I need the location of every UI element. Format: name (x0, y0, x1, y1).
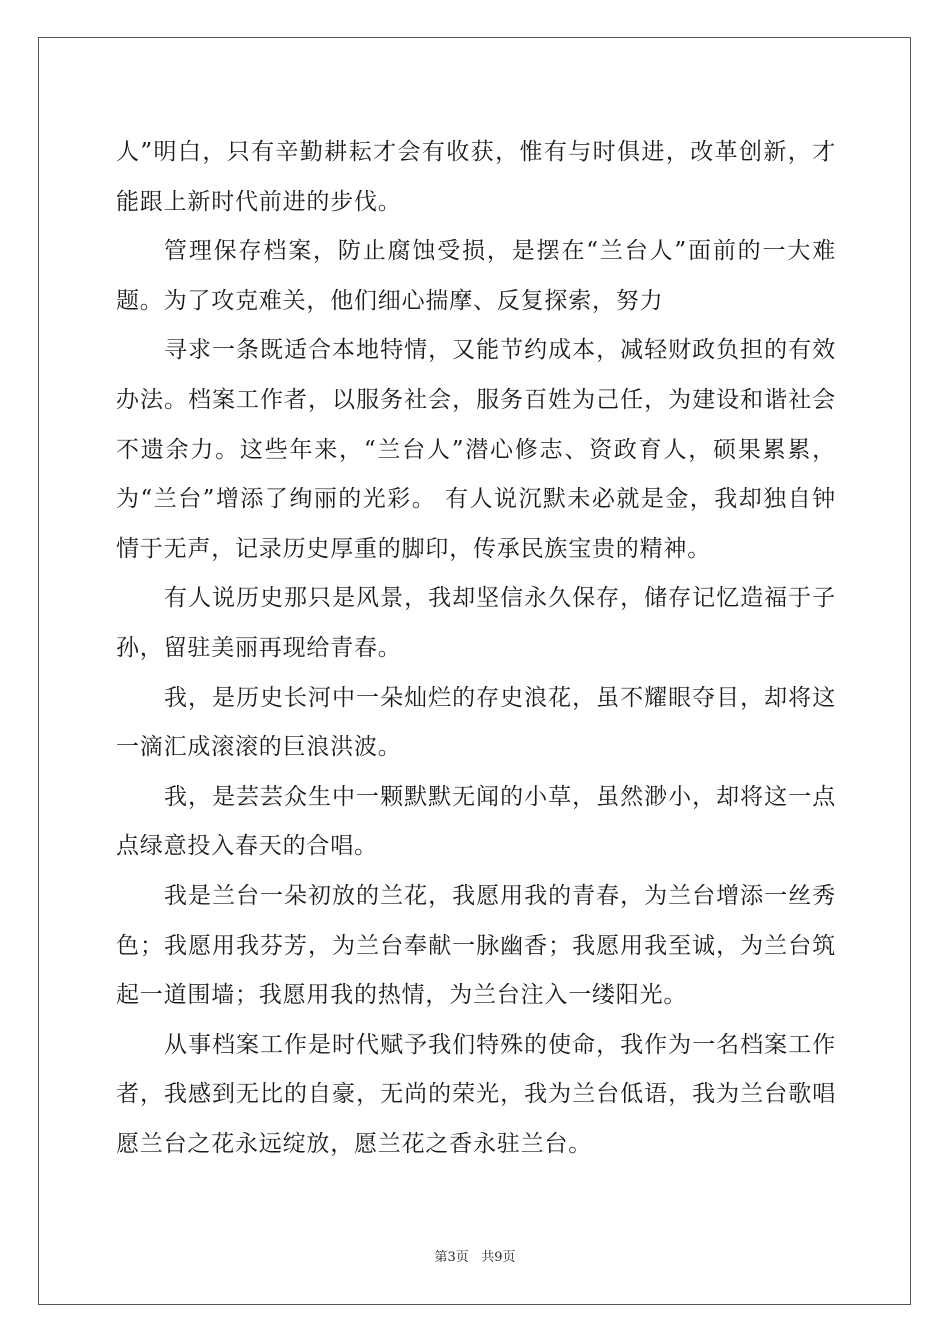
page-number: 第3页 (434, 1250, 469, 1265)
paragraph: 我，是芸芸众生中一颗默默无闻的小草，虽然渺小，却将这一点点绿意投入春天的合唱。 (116, 783, 836, 860)
paragraph: 人”明白，只有辛勤耕耘才会有收获，惟有与时俱进，改革创新，才能跟上新时代前进的步伐。 (116, 139, 836, 215)
paragraph: 有人说历史那只是风景，我却坚信永久保存，储存记忆造福于子孙，留驻美丽再现给青春。 (116, 585, 836, 661)
paragraph: 我是兰台一朵初放的兰花，我愿用我的青春，为兰台增添一丝秀色；我愿用我芬芳，为兰台奉献一脉幽香；我愿用我至诚，为兰台筑起一道围墙；我愿用我的热情，为兰台注入一缕阳光。 (116, 882, 836, 1009)
paragraph: 我，是历史长河中一朵灿烂的存史浪花，虽不耀眼夺目，却将这一滴汇成滚滚的巨浪洪波。 (116, 684, 836, 761)
page-footer (0, 1246, 950, 1265)
paragraph: 寻求一条既适合本地特情，又能节约成本，减轻财政负担的有效办法。档案工作者，以服务社会，服务百姓为己任，为建设和谐社会不遗余力。这些年来，“兰台人”潜心修志、资政育人，硕果累累，为“兰台”增添了绚丽的光彩。 有人说沉默未必就是金，我却独自钟情于无声，记录历史厚重的脚印，传承民族宝贵的精神。 (116, 337, 836, 562)
footer-spacer (469, 1250, 481, 1265)
paragraph: 从事档案工作是时代赋予我们特殊的使命，我作为一名档案工作者，我感到无比的自豪，无尚的荣光，我为兰台低语，我为兰台歌唱愿兰台之花永远绽放，愿兰花之香永驻兰台。 (116, 1031, 836, 1157)
document-body (116, 128, 836, 1169)
page-total: 共9页 (481, 1250, 516, 1265)
paragraph: 管理保存档案，防止腐蚀受损，是摆在“兰台人”面前的一大难题。为了攻克难关，他们细心揣摩、反复探索，努力 (116, 238, 836, 314)
